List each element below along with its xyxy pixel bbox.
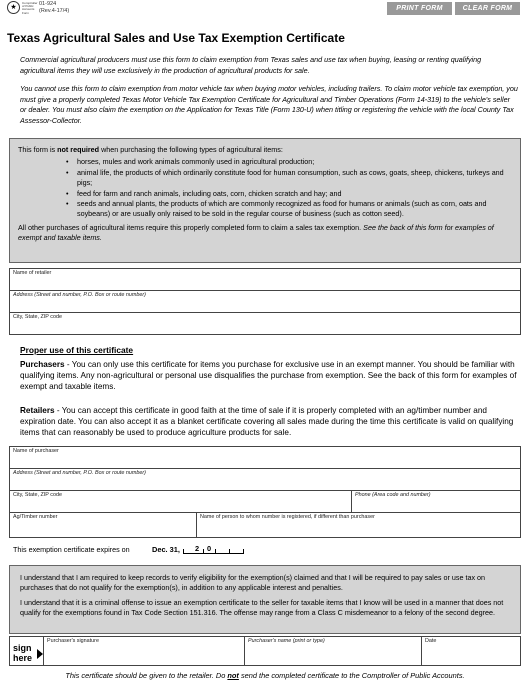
footer-emphasis: not bbox=[227, 671, 239, 680]
notice-footer-italic: See the back of this form for examples of exempt and taxable items. bbox=[18, 222, 494, 243]
field-label: Address (Street and number, P.O. Box or route number) bbox=[13, 470, 146, 476]
acknowledgement-box bbox=[9, 565, 521, 634]
notice-lead bbox=[18, 145, 512, 155]
retailer-section bbox=[9, 268, 521, 335]
signature-row bbox=[9, 636, 521, 666]
purchaser-phone-field[interactable] bbox=[352, 491, 520, 513]
retailers-text: - You can accept this certificate in good faith at the time of sale if it is properly completed with an ag/timber number and expiration date. You can also accept it as a blanket certificate covering all sales made during the time this certificate is valid on qualifying items that can reasonably be used to produce agriculture products for sale. bbox=[20, 406, 514, 438]
notice-lead-text: This form is bbox=[18, 145, 58, 154]
page-title: Texas Agricultural Sales and Use Tax Exemption Certificate bbox=[7, 31, 345, 45]
purchaser-city-field[interactable] bbox=[10, 491, 352, 513]
footer-note bbox=[0, 671, 530, 680]
retailers-paragraph bbox=[20, 405, 518, 439]
date-field[interactable] bbox=[422, 637, 520, 665]
signature-field[interactable] bbox=[43, 637, 245, 665]
notice-lead-text: when purchasing the following types of agricultural items: bbox=[99, 145, 283, 154]
expiration-row bbox=[9, 538, 521, 559]
footer-text: send the completed certificate to the Comptroller of Public Accounts. bbox=[238, 671, 465, 680]
purchasers-paragraph bbox=[20, 359, 518, 393]
agency-line: Comptroller bbox=[22, 1, 38, 5]
agency-line: of Public bbox=[22, 4, 34, 9]
purchaser-name-print-field[interactable] bbox=[245, 637, 422, 665]
exempt-items-list bbox=[66, 157, 512, 219]
agency-line: Form bbox=[22, 10, 29, 15]
sign-here-text: sign bbox=[13, 643, 32, 653]
notice-footer bbox=[18, 223, 512, 244]
year-divider bbox=[203, 549, 204, 554]
field-label: Name of retailer bbox=[13, 270, 52, 276]
form-revision-text: (Rev.4-17/4) bbox=[39, 8, 70, 14]
expiration-year-input[interactable] bbox=[183, 553, 243, 554]
not-required-notice bbox=[9, 138, 521, 263]
retailer-city-field[interactable] bbox=[10, 313, 520, 334]
expiration-year-digit: 2 bbox=[195, 544, 200, 553]
field-label: Ag/Timber number bbox=[13, 514, 58, 520]
field-label: Phone (Area code and number) bbox=[355, 492, 431, 498]
field-label: City, State, ZIP code bbox=[13, 314, 62, 320]
form-number bbox=[39, 1, 69, 15]
year-divider bbox=[183, 549, 184, 554]
footer-text: This certificate should be given to the retailer. Do bbox=[65, 671, 228, 680]
agency-line: Accounts bbox=[22, 7, 35, 12]
year-divider bbox=[243, 549, 244, 554]
year-divider bbox=[229, 549, 230, 554]
purchaser-section bbox=[9, 446, 521, 538]
field-label: Name of person to whom number is registered, if different than purchaser bbox=[200, 514, 375, 520]
form-number-text: 01-924 bbox=[39, 1, 57, 7]
notice-lead-bold: not required bbox=[57, 145, 100, 154]
list-item: • seeds and annual plants, the products of which are commonly recognized as food for humans or animals (such as corn, oats and soybeans) or are usually only raised to be sold in the regular course of business (such as cotton seed). bbox=[66, 199, 512, 220]
notice-footer-text: All other purchases of agricultural items require this properly completed form to claim a sales tax exemption. bbox=[18, 222, 364, 232]
registered-name-field[interactable] bbox=[197, 513, 520, 537]
clear-form-button[interactable]: CLEAR FORM bbox=[455, 2, 520, 15]
year-divider bbox=[215, 549, 216, 554]
list-item: • horses, mules and work animals commonly used in agricultural production; bbox=[66, 157, 512, 167]
proper-use-heading: Proper use of this certificate bbox=[20, 345, 134, 355]
acknowledgement-paragraph: I understand that it is a criminal offense to issue an exemption certificate to the seller for taxable items that I know will be used in a manner that does not qualify for the exemptions found in Tax Code Section 151.316. The offense may range from a Class C misdemeanor to a felony of the second degree. bbox=[20, 597, 504, 617]
agency-label bbox=[22, 2, 36, 15]
purchasers-label: Purchasers bbox=[20, 360, 65, 369]
retailer-address-field[interactable] bbox=[10, 291, 520, 313]
state-seal-icon: ★ bbox=[7, 1, 20, 14]
field-label: Purchaser's name (print or type) bbox=[248, 638, 325, 644]
field-label: Purchaser's signature bbox=[47, 638, 99, 644]
expiration-year-digit: 0 bbox=[207, 544, 212, 553]
sign-here-text: here bbox=[13, 652, 33, 663]
expiration-date-prefix: Dec. 31, bbox=[152, 545, 180, 554]
ag-timber-number-field[interactable] bbox=[10, 513, 197, 537]
field-label: Address (Street and number, P.O. Box or route number) bbox=[13, 292, 146, 298]
purchaser-address-field[interactable] bbox=[10, 469, 520, 491]
retailers-label: Retailers bbox=[20, 406, 55, 415]
list-item: • feed for farm and ranch animals, including oats, corn, chicken scratch and hay; and bbox=[66, 189, 512, 199]
field-label: Date bbox=[425, 638, 437, 644]
field-label: Name of purchaser bbox=[13, 448, 59, 454]
purchaser-name-field[interactable] bbox=[10, 447, 520, 469]
retailer-name-field[interactable] bbox=[10, 269, 520, 291]
intro-paragraph: You cannot use this form to claim exemption from motor vehicle tax when buying motor vehicles, including trailers. To claim motor vehicle tax exemption, you must give a properly completed Texas Motor Vehicle Tax Exemption Certificate for Agricultural and Timber Operations (Form 14-319) to the vehicle's seller or dealer. You must also claim the exemption on the Application for Texas Title (Form 130-U) when titling or registering the vehicle with the local County Tax Assessor-Collector. bbox=[20, 84, 518, 125]
sign-here-marker bbox=[13, 644, 32, 663]
field-label: City, State, ZIP code bbox=[13, 492, 62, 498]
print-form-button[interactable]: PRINT FORM bbox=[387, 2, 452, 15]
list-item: • animal life, the products of which ordinarily constitute food for human consumption, such as cows, goats, sheep, chickens, turkeys and pigs; bbox=[66, 168, 512, 189]
expiration-label: This exemption certificate expires on bbox=[13, 545, 130, 554]
intro-paragraph: Commercial agricultural producers must use this form to claim exemption from Texas sales and use tax when buying, leasing or renting qualifying agricultural items they will use exclusively in the production of agricultural products for sale. bbox=[20, 55, 482, 75]
purchasers-text: - You can only use this certificate for items you purchase for exclusive use in an exempt manner. You should be familiar with qualifying items. Any non-agricultural or personal use disqualifies the purchase from exemption. See the back of this form for examples of exempt and taxable items. bbox=[20, 360, 517, 392]
acknowledgement-paragraph: I understand that I am required to keep records to verify eligibility for the exemption(s) claimed and that I will be required to pay sales or use tax on purchases that do not qualify for the exemption(s), in addition to any applicable interest and penalties. bbox=[20, 573, 486, 593]
